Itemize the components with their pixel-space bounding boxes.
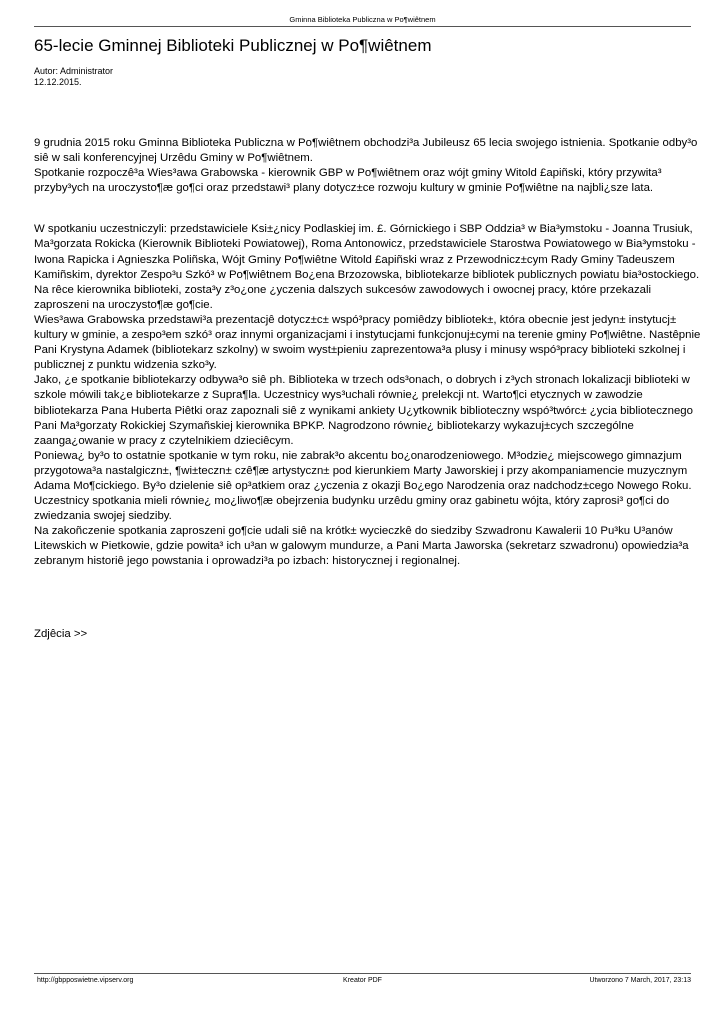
paragraph: Wies³awa Grabowska przedstawi³a prezentacjê dotycz±c± wspó³pracy pomiêdzy bibliotek±, która obecnie jest jedyn± instytucj± kultury w gminie, a zespo³em szkó³ oraz innymi organizacjami i instytucjami funkcjonuj±cymi na terenie gminy Po¶wiêtne. Nastêpnie Pani Krystyna Adamek (bibliotekarz szkolny) w swoim wyst±pieniu zaprezentowa³a plusy i minusy wspó³pracy biblioteki szkolnej i publicznej z punktu widzenia szko³y. (34, 313, 701, 372)
paragraph: Na zakoñczenie spotkania zaproszeni go¶cie udali siê na krótk± wycieczkê do siedziby Szwadronu Kawalerii 10 Pu³ku U³anów Litewskich w Pietkowie, gdzie powita³ ich u³an w galowym mundurze, a Pani Marta Jaworska (sekretarz szwadronu) opowiedzia³a zebranym historiê jego powstania i oprowadzi³a po izbach: historycznej i regionalnej. (34, 525, 689, 568)
paragraph: Jako, ¿e spotkanie bibliotekarzy odbywa³o siê ph. Biblioteka w trzech ods³onach, o dobrych i z³ych stronach lokalizacji biblioteki w szkole mówili tak¿e bibliotekarze z Supra¶la. Uczestnicy wys³uchali równie¿ prelekcji nt. Warto¶ci etycznych w zawodzie bibliotekarza Pana Huberta Piêtki oraz zapoznali siê z wynikami ankiety U¿ytkownik biblioteczny wspó³twórc± ¿ycia bibliotecznego Pani Ma³gorzaty Rokickiej Szymañskiej kierownika BPKP. Nagrodzono równie¿ bibliotekarzy wykazuj±cych szczególne zaanga¿owanie w pracy z czytelnikiem dzieciêcym. (34, 374, 693, 447)
photos-link[interactable]: Zdjêcia >> (34, 628, 88, 640)
article-body (34, 136, 707, 570)
paragraph: Spotkanie rozpoczê³a Wies³awa Grabowska - kierownik GBP w Po¶wiêtnem oraz wójt gminy Witold £apiñski, który przywita³ przyby³ych na uroczysto¶æ go¶ci oraz przedstawi³ plany dotycz±ce rozwoju kultury w gminie Po¶wiêtne na najbli¿sze lata. (34, 167, 662, 195)
footer-generator: Kreator PDF (343, 977, 382, 984)
running-header: Gminna Biblioteka Publiczna w Po¶wiêtnem (34, 15, 691, 27)
paragraph: Uczestnicy spotkania mieli równie¿ mo¿liwo¶æ obejrzenia budynku urzêdu gminy oraz gabinetu wójta, który zaprosi³ go¶ci do zwiedzania swojej siedziby. (34, 495, 670, 523)
article-title: 65-lecie Gminnej Biblioteki Publicznej w Po¶wiêtnem (34, 36, 432, 55)
page-footer (34, 973, 691, 989)
footer-url: http://gbpposwietne.vipserv.org (37, 977, 134, 984)
article-date: 12.12.2015. (34, 77, 82, 87)
article-author: Autor: Administrator (34, 66, 114, 76)
paragraph: 9 grudnia 2015 roku Gminna Biblioteka Publiczna w Po¶wiêtnem obchodzi³a Jubileusz 65 lecia swojego istnienia. Spotkanie odby³o siê w sali konferencyjnej Urzêdu Gminy w Po¶wiêtnem. (34, 137, 698, 165)
paragraph-gap (34, 196, 707, 222)
article-meta (34, 66, 113, 88)
paragraph: Poniewa¿ by³o to ostatnie spotkanie w tym roku, nie zabrak³o akcentu bo¿onarodzeniowego. M³odzie¿ miejscowego gimnazjum przygotowa³a nastalgiczn±, ¶wi±teczn± czê¶æ artystyczn± pod kierunkiem Marty Jaworskiej i przy akompaniamencie muzycznym Adama Mo¶cickiego. By³o dzielenie siê op³atkiem oraz ¿yczenia z okazji Bo¿ego Narodzenia oraz nadchodz±cego Nowego Roku. (34, 449, 692, 492)
footer-created: Utworzono 7 March, 2017, 23:13 (589, 977, 691, 984)
paragraph: W spotkaniu uczestniczyli: przedstawiciele Ksi±¿nicy Podlaskiej im. £. Górnickiego i SBP Oddzia³ w Bia³ymstoku - Joanna Trusiuk, Ma³gorzata Rokicka (Kierownik Biblioteki Powiatowej), Roma Antonowicz, przedstawiciele Starostwa Powiatowego w Bia³ymstoku - Iwona Rapicka i Agnieszka Poliñska, Wójt Gminy Po¶wiêtne Witold £apiñski wraz z Przewodnicz±cym Rady Gminy Tadeuszem Kamiñskim, dyrektor Zespo³u Szkó³ w Po¶wiêtnem Bo¿ena Brzozowska, bibliotekarze bibliotek publicznych powiatu bia³ostockiego. (34, 223, 700, 281)
paragraph: Na rêce kierownika biblioteki, zosta³y z³o¿one ¿yczenia dalszych sukcesów zawodowych i owocnej pracy, które przekazali zaproszeni na uroczysto¶æ go¶cie. (34, 283, 652, 311)
